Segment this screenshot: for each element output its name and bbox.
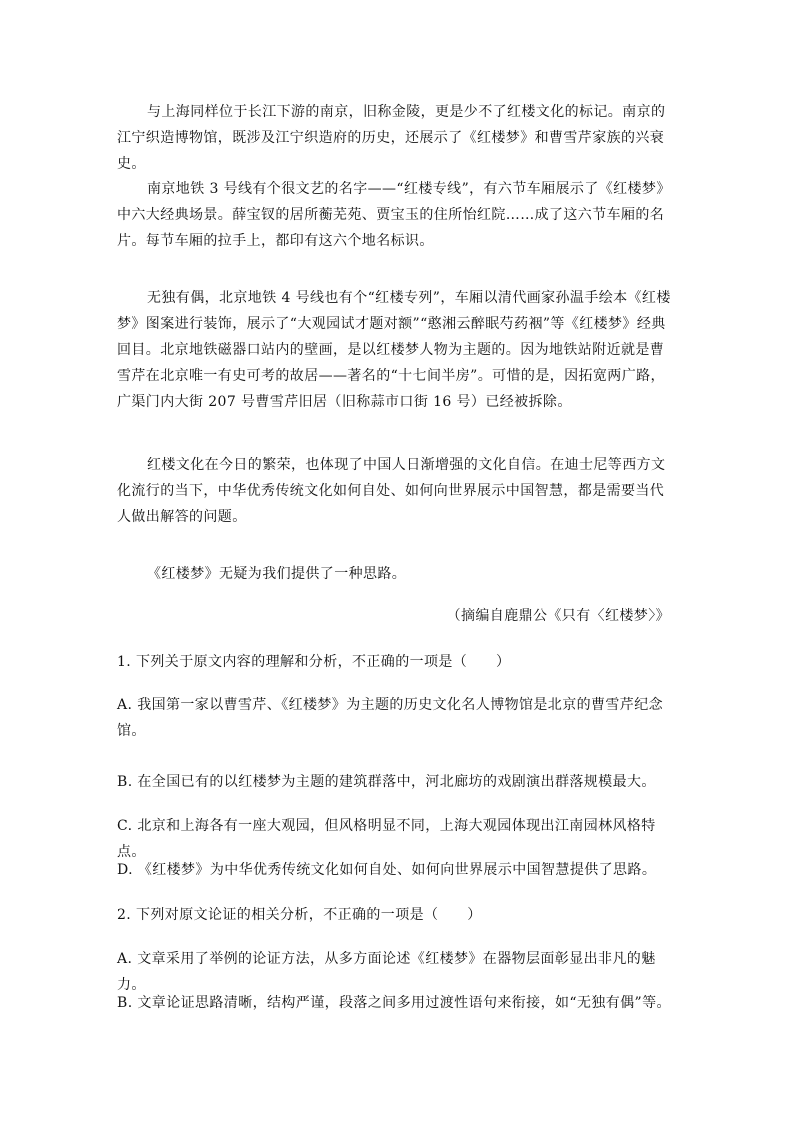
article-paragraph-5: 《红楼梦》无疑为我们提供了一种思路。 bbox=[147, 566, 407, 582]
question-2-option-a: A. 文章采用了举例的论证方法，从多方面论述《红楼梦》在器物层面彰显出非凡的魅力。 bbox=[117, 951, 656, 993]
question-1-option-d: D. 《红楼梦》为中华优秀传统文化如何自处、如何向世界展示中国智慧提供了思路。 bbox=[117, 862, 657, 878]
question-1-option-c: C. 北京和上海各有一座大观园，但风格明显不同，上海大观园体现出江南园林风格特点。 bbox=[117, 818, 656, 860]
article-source: （摘编自鹿鼎公《只有〈红楼梦〉》 bbox=[446, 608, 670, 624]
question-2-stem: 2. 下列对原文论证的相关分析，不正确的一项是（ ） bbox=[117, 907, 482, 923]
article-paragraph-1: 与上海同样位于长江下游的南京，旧称金陵，更是少不了红楼文化的标记。南京的江宁织造博物馆，既涉及江宁织造府的历史，还展示了《红楼梦》和曹雪芹家族的兴衰史。 bbox=[117, 104, 666, 172]
question-1-stem: 1. 下列关于原文内容的理解和分析，不正确的一项是（ ） bbox=[117, 654, 511, 670]
question-2-option-b: B. 文章论证思路清晰，结构严谨，段落之间多用过渡性语句来衔接，如“无独有偶”等。 bbox=[117, 995, 671, 1011]
article-paragraph-3: 无独有偶，北京地铁 4 号线也有个“红楼专列”，车厢以清代画家孙温手绘本《红楼梦》图案进行装饰，展示了“大观园试才题对额”“憨湘云醉眠芍药裀”等《红楼梦》经典回目。北京地铁磁器口站内的壁画，是以红楼梦人物为主题的。因为地铁站附近就是曹雪芹在北京唯一有史可考的故居——著名的“十七间半房”。可惜的是，因拓宽两广路，广渠门内大街 207 号曹雪芹旧居（旧称蒜市口街 16 号）已经被拆除。 bbox=[117, 290, 671, 410]
article-paragraph-4: 红楼文化在今日的繁荣，也体现了中国人日渐增强的文化自信。在迪士尼等西方文化流行的当下，中华优秀传统文化如何自处、如何向世界展示中国智慧，都是需要当代人做出解答的问题。 bbox=[117, 457, 666, 525]
question-1-option-b: B. 在全国已有的以红楼梦为主题的建筑群落中，河北廊坊的戏剧演出群落规模最大。 bbox=[117, 774, 656, 790]
question-1-option-a: A. 我国第一家以曹雪芹、《红楼梦》为主题的历史文化名人博物馆是北京的曹雪芹纪念馆。 bbox=[117, 697, 664, 739]
article-paragraph-2: 南京地铁 3 号线有个很文艺的名字——“红楼专线”，有六节车厢展示了《红楼梦》中六大经典场景。薛宝钗的居所蘅芜苑、贾宝玉的住所怡红院……成了这六节车厢的名片。每节车厢的拉手上，都印有这六个地名标识。 bbox=[117, 181, 671, 249]
